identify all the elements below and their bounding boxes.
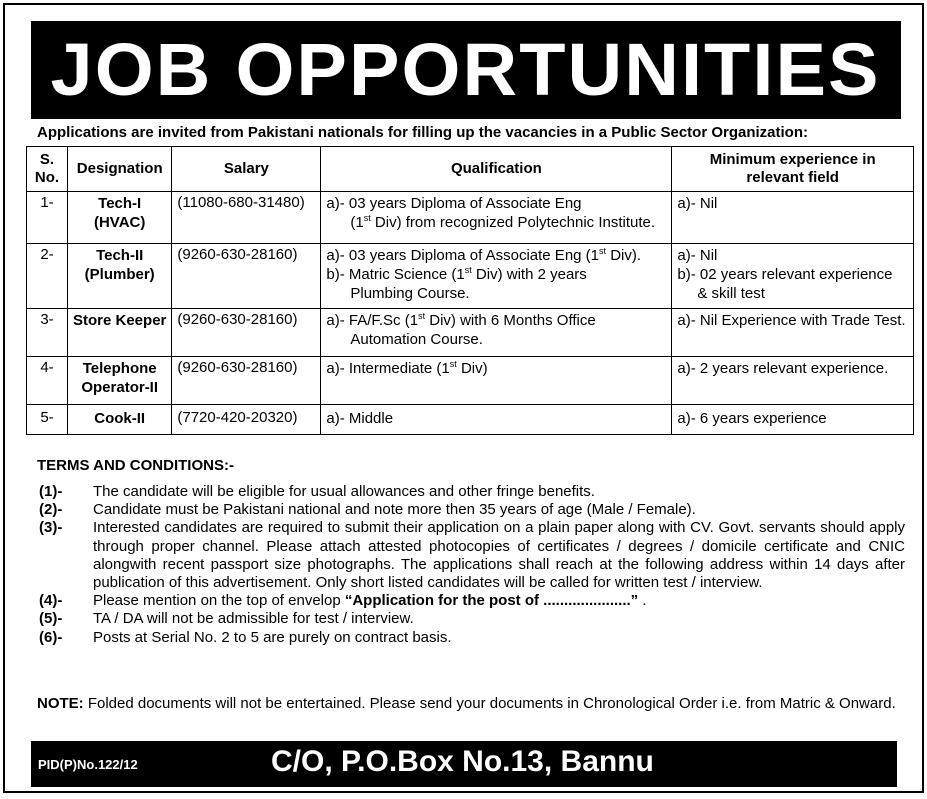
header-experience-line1: Minimum experience in bbox=[709, 151, 876, 168]
designation-line: Store Keeper bbox=[73, 312, 167, 329]
designation-line: Telephone bbox=[82, 360, 157, 377]
term-number: (4)- bbox=[39, 592, 63, 610]
banner-title bbox=[31, 21, 901, 119]
qualification-text: Div) with 2 years bbox=[471, 266, 587, 283]
designation-line: Tech-I bbox=[98, 195, 142, 212]
row-sno: 2- bbox=[27, 244, 68, 309]
qualification-text: a)- Intermediate (1 bbox=[326, 360, 450, 377]
term-number: (2)- bbox=[39, 501, 63, 519]
note-text: Folded documents will not be entertained. Please send your documents in Chronological Order i.e. from Matric & Onward. bbox=[83, 695, 896, 712]
row-salary: (9260-630-28160) bbox=[172, 357, 321, 405]
header-experience bbox=[672, 147, 914, 192]
header-sno-line1: S. bbox=[39, 151, 55, 168]
row-salary: (9260-630-28160) bbox=[172, 244, 321, 309]
ordinal-suffix: st bbox=[449, 359, 457, 369]
vacancies-table bbox=[26, 146, 914, 435]
row-designation bbox=[68, 309, 172, 357]
term-text-plain: . bbox=[638, 592, 647, 610]
designation-line: (Plumber) bbox=[84, 266, 155, 283]
row-salary: (9260-630-28160) bbox=[172, 309, 321, 357]
row-designation bbox=[68, 192, 172, 244]
ordinal-suffix: st bbox=[464, 265, 472, 275]
qualification-line bbox=[326, 359, 666, 378]
qualification-text: Div) bbox=[456, 360, 488, 377]
row-experience bbox=[672, 244, 914, 309]
qualification-line: a)- 03 years Diploma of Associate Eng bbox=[326, 195, 582, 212]
term-text: The candidate will be eligible for usual allowances and other fringe benefits. bbox=[93, 483, 595, 500]
list-item bbox=[39, 519, 905, 592]
row-sno: 5- bbox=[27, 405, 68, 435]
banner-title-text: JOB OPPORTUNITIES bbox=[50, 28, 881, 111]
qualification-line bbox=[326, 265, 666, 284]
qualification-line bbox=[326, 311, 666, 330]
advertisement-page bbox=[3, 3, 924, 793]
list-item bbox=[39, 483, 905, 501]
row-experience: a)- Nil bbox=[672, 192, 914, 244]
intro-text: Applications are invited from Pakistani nationals for filling up the vacancies in a Public Sector Organization: bbox=[37, 124, 808, 141]
row-experience: a)- 2 years relevant experience. bbox=[672, 357, 914, 405]
row-qualification bbox=[321, 309, 672, 357]
table-row bbox=[27, 309, 914, 357]
designation-line: Operator-II bbox=[81, 379, 159, 396]
term-text: TA / DA will not be admissible for test / interview. bbox=[93, 610, 414, 628]
row-experience: a)- 6 years experience bbox=[672, 405, 914, 435]
list-item bbox=[39, 629, 905, 647]
qualification-text: Div). bbox=[606, 247, 642, 264]
term-number: (5)- bbox=[39, 610, 63, 628]
row-qualification bbox=[321, 357, 672, 405]
header-designation: Designation bbox=[68, 147, 172, 192]
list-item bbox=[39, 610, 905, 628]
qualification-text: Div) from recognized Polytechnic Institute. bbox=[370, 214, 656, 231]
table-row bbox=[27, 192, 914, 244]
terms-list bbox=[39, 483, 905, 647]
qualification-text: a)- 03 years Diploma of Associate Eng (1 bbox=[326, 247, 600, 264]
qualification-line: Plumbing Course. bbox=[350, 285, 470, 302]
header-sno-line2: No. bbox=[34, 169, 60, 186]
footer-bar bbox=[31, 741, 897, 787]
header-salary: Salary bbox=[172, 147, 321, 192]
ordinal-suffix: st bbox=[363, 213, 371, 223]
experience-line: & skill test bbox=[697, 285, 765, 302]
table-row bbox=[27, 357, 914, 405]
qualification-text: b)- Matric Science (1 bbox=[326, 266, 465, 283]
terms-title: TERMS AND CONDITIONS:- bbox=[37, 457, 234, 474]
term-number: (6)- bbox=[39, 628, 63, 646]
qualification-line bbox=[326, 213, 666, 232]
row-designation bbox=[68, 244, 172, 309]
experience-line: a)- Nil bbox=[677, 247, 718, 264]
term-text-plain: Please mention on the top of envelop bbox=[93, 592, 345, 610]
term-text-bold: “Application for the post of .....................” bbox=[344, 592, 639, 610]
list-item bbox=[39, 592, 905, 610]
qualification-text: (1 bbox=[350, 214, 364, 231]
table-row bbox=[27, 405, 914, 435]
row-sno: 4- bbox=[27, 357, 68, 405]
row-salary: (7720-420-20320) bbox=[172, 405, 321, 435]
row-sno: 1- bbox=[27, 192, 68, 244]
row-qualification: a)- Middle bbox=[321, 405, 672, 435]
header-experience-line2: relevant field bbox=[746, 169, 839, 186]
row-salary: (11080-680-31480) bbox=[172, 192, 321, 244]
term-number: (1)- bbox=[39, 483, 63, 500]
designation-line: (HVAC) bbox=[93, 214, 146, 231]
pid-number: PID(P)No.122/12 bbox=[38, 757, 138, 772]
table-row bbox=[27, 244, 914, 309]
term-text bbox=[93, 592, 905, 610]
ordinal-suffix: st bbox=[599, 246, 607, 256]
qualification-line: Automation Course. bbox=[350, 331, 483, 348]
term-number: (3)- bbox=[39, 519, 63, 537]
row-designation bbox=[68, 357, 172, 405]
qualification-line bbox=[326, 246, 666, 265]
list-item bbox=[39, 501, 905, 519]
experience-line: b)- 02 years relevant experience bbox=[677, 266, 893, 283]
row-designation bbox=[68, 405, 172, 435]
note-label: NOTE: bbox=[37, 695, 84, 712]
term-text: Candidate must be Pakistani national and note more then 35 years of age (Male / Female). bbox=[93, 501, 696, 519]
header-sno bbox=[27, 147, 68, 192]
designation-line: Tech-II bbox=[96, 247, 144, 264]
header-qualification: Qualification bbox=[321, 147, 672, 192]
row-qualification bbox=[321, 244, 672, 309]
row-qualification bbox=[321, 192, 672, 244]
designation-line: Cook-II bbox=[94, 410, 146, 427]
term-text: Posts at Serial No. 2 to 5 are purely on contract basis. bbox=[93, 628, 452, 646]
contact-address: C/O, P.O.Box No.13, Bannu bbox=[271, 745, 654, 778]
ordinal-suffix: st bbox=[418, 311, 426, 321]
qualification-text: a)- FA/F.Sc (1 bbox=[326, 312, 419, 329]
row-experience: a)- Nil Experience with Trade Test. bbox=[672, 309, 914, 357]
table-header-row bbox=[27, 147, 914, 192]
qualification-text: Div) with 6 Months Office bbox=[425, 312, 596, 329]
row-sno: 3- bbox=[27, 309, 68, 357]
note-paragraph bbox=[37, 694, 903, 713]
term-text: Interested candidates are required to submit their application on a plain paper along with CV. Govt. servants should apply through proper channel. Please attach attested photocopies of certificates / degrees / domicile certificate and CNIC alongwith recent passport size photographs. The applications shall reach at the following address within 14 days after publication of this advertisement. Only short listed candidates will be called for written test / interview. bbox=[93, 519, 905, 592]
